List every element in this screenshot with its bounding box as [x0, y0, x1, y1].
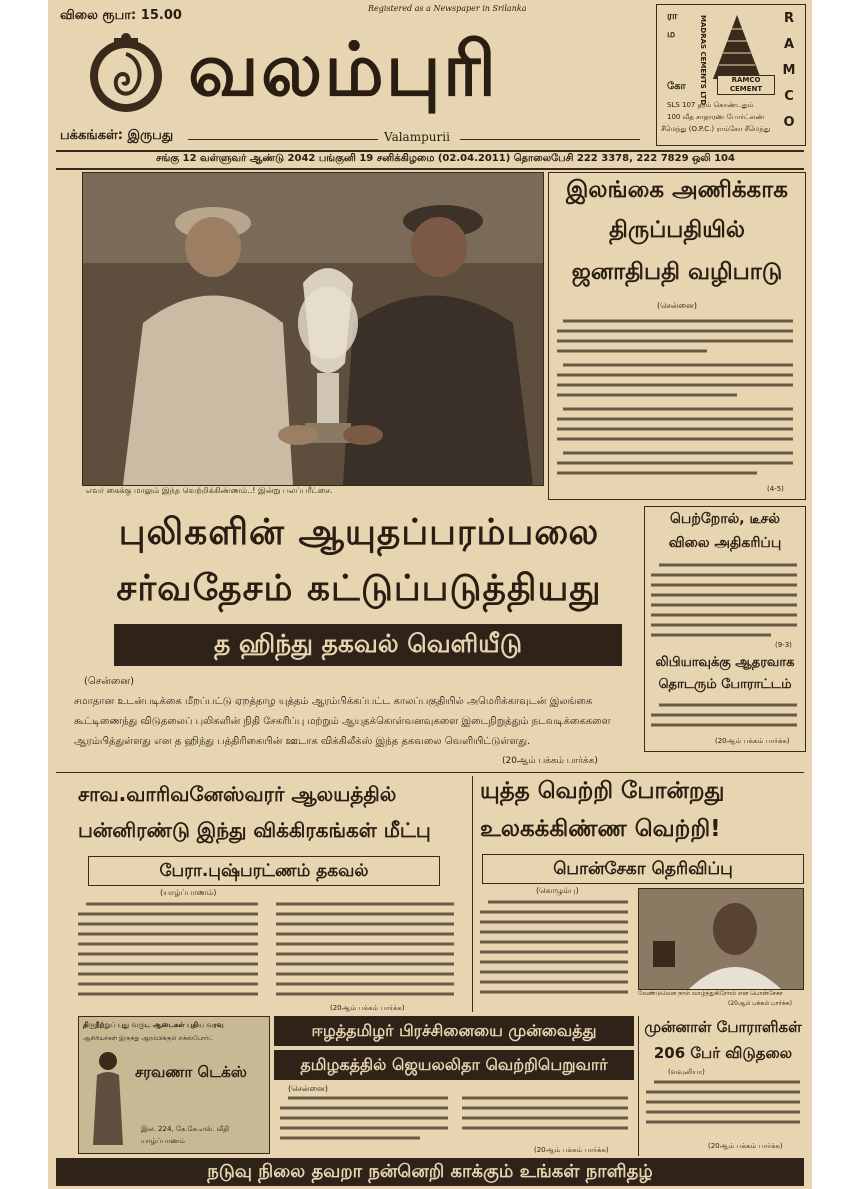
- pages-label: பக்கங்கள்: இருபது: [60, 128, 174, 143]
- temple-headline-2: பன்னிரண்டு இந்து விக்கிரகங்கள் மீட்பு: [78, 818, 431, 842]
- saravana-line-4: யாழ்ப்பாணம்: [141, 1137, 185, 1145]
- petrol-headline-1: பெற்றோல், டீசல்: [670, 511, 780, 527]
- temple-headline-1: சாவ.வாரிவனேஸ்வரர் ஆலயத்தில்: [78, 782, 397, 806]
- lead-headline-1: புலிகளின் ஆயுதப்பரம்பலை: [118, 512, 600, 553]
- world-cup-trophy-photo: [82, 172, 544, 486]
- libya-headline-2: தொடரும் போராட்டம்: [658, 677, 792, 692]
- temple-subhead: பேரா.புஷ்பரட்ணம் தகவல்: [88, 856, 440, 886]
- release-headline-1: முன்னாள் போராளிகள்: [644, 1018, 802, 1036]
- temple-body-text: [78, 900, 458, 1006]
- ramco-cement-ad: [656, 4, 806, 146]
- eelam-headline-1: ஈழத்தமிழர் பிரச்சினையை முன்வைத்து: [274, 1016, 634, 1046]
- release-source: (வவுனியா): [668, 1068, 705, 1076]
- tirupati-continued: (4-5): [767, 485, 784, 493]
- temple-jump: (20ஆம் பக்கம் பார்க்க): [330, 1004, 405, 1012]
- ad-arc-text: MADRAS CEMENTS LTD: [699, 15, 707, 106]
- saravana-line-1: திருநீற்றுப் புது வருட ஆடைகள் புதிய வரவு: [83, 1021, 224, 1029]
- temple-source: (யாழ்ப்பாணம்): [160, 888, 217, 897]
- temple-gopuram-icon: [705, 13, 769, 83]
- model-figure-icon: [85, 1049, 131, 1145]
- tirupati-headline-2: திருப்பதியில்: [609, 217, 745, 243]
- registration-note: Registered as a Newspaper in Srilanka: [368, 4, 527, 13]
- tirupati-headline-1: இலங்கை அணிக்காக: [565, 177, 788, 203]
- victory-source: (கொழும்பு): [536, 886, 579, 895]
- lead-subhead: த ஹிந்து தகவல் வெளியீடு: [114, 624, 622, 666]
- tirupati-source: (சென்னை): [657, 301, 697, 310]
- victory-headline-2: உலகக்கிண்ண வெற்றி!: [480, 816, 721, 842]
- petrol-continued: (9-3): [775, 641, 792, 649]
- release-body-text: [646, 1078, 802, 1134]
- eelam-headline-2: தமிழகத்தில் ஜெயலலிதா வெற்றிபெறுவார்: [274, 1050, 634, 1080]
- victory-subhead: பொன்சேகா தெரிவிப்பு: [482, 854, 804, 884]
- newspaper-front-page: [48, 0, 812, 1189]
- libya-body-text: [651, 701, 799, 735]
- victory-jump: (20ஆம் பக்கம் பார்க்க): [728, 1000, 792, 1007]
- dateline: சங்கு 12 வள்ளுவர் ஆண்டு 2042 பங்குனி 19 சனிக்கிழமை (02.04.2011) தொலைபேசி 222 3378, 222 7829 ஒலி 104: [156, 153, 735, 164]
- photo-caption: எவர் கைக்கு மாலும் இந்த வெற்றிக்கிண்ணம்..! இன்று பலப்பரீட்சை.: [86, 486, 333, 495]
- ad-line-1: SLS 107 தரம் கொண்டதும்: [667, 101, 754, 109]
- tirupati-headline-3: ஜனாதிபதி வழிபாடு: [571, 259, 783, 285]
- petrol-body-text: [651, 561, 799, 641]
- footer-slogan: நடுவு நிலை தவறா நன்னெறி காக்கும் உங்கள் நாளிதழ்: [56, 1158, 804, 1186]
- ad-left-letters: ரா ம கோ: [667, 11, 686, 92]
- story-petrol-libya: [644, 506, 806, 752]
- price-label: விலை ரூபா: 15.00: [60, 8, 182, 23]
- saravana-line-3: இல. 224, கே.கே.எஸ். வீதி: [141, 1125, 230, 1133]
- saravana-brand: சரவணா டெக்ஸ்: [135, 1063, 247, 1081]
- fonseka-caption: வேண்டுமென நாம் வாழ்த்துகிறோம் என பொன்சேகா: [638, 990, 783, 997]
- lead-jump: (20ஆம் பக்கம் பார்க்க): [502, 756, 598, 766]
- victory-headline-1: யுத்த வெற்றி போன்றது: [480, 778, 725, 804]
- eelam-source: (சென்னை): [288, 1084, 328, 1093]
- conch-emblem-icon: [84, 32, 168, 116]
- petrol-headline-2: விலை அதிகரிப்பு: [668, 535, 782, 551]
- libya-jump: (20ஆம் பக்கம் பார்க்க): [715, 737, 790, 745]
- masthead-title: வலம்புரி: [188, 27, 499, 113]
- saravana-line-2: ஆசிரியர்கள் இருந்து ஆரம்பிக்கும் எக்ஸ்போர்ட்: [83, 1035, 213, 1042]
- libya-headline-1: லிபியாவுக்கு ஆதரவாக: [655, 655, 795, 670]
- ramco-vertical-letters: R A M C O: [782, 11, 796, 130]
- saravana-tex-ad: [78, 1016, 270, 1154]
- fonseka-photo: [638, 888, 804, 990]
- victory-body-text: [480, 898, 630, 1004]
- lead-body: சமாதான உடன்படிக்கை மீறப்பட்டு ஏறத்தாழ யுத்தம் ஆரம்பிக்கப்பட்ட காலப்பகுதியில் அமெரிக்காவுடன் இலங்கை கூட்டிணைந்து விடுதலைப் புலிகளின் நிதி சேகரிப்பு மற்றும் ஆயுதக்கொள்வனவுகளை இடைநிறுத்தும் நடவடிக்கைகளை ஆரம்பித்துள்ளது என த ஹிந்து பத்திரிகையின் ஊடாக விக்கிலீக்ஸ் இந்த தகவலை வெளியிட்டுள்ளது.: [74, 696, 611, 747]
- ramco-brand: RAMCO CEMENT: [717, 75, 775, 95]
- eelam-jump: (20ஆம் பக்கம் பார்க்க): [534, 1146, 609, 1154]
- tirupati-body-text: [557, 315, 797, 483]
- story-tirupati: [548, 172, 806, 500]
- release-headline-2: 206 பேர் விடுதலை: [653, 1044, 793, 1062]
- lead-headline-2: சர்வதேசம் கட்டுப்படுத்தியது: [116, 568, 602, 609]
- lead-source: (சென்னை): [84, 676, 134, 687]
- ad-line-2: 100 வீத சாதாரண போர்ட்லண்: [667, 113, 765, 121]
- eelam-body-text: [280, 1094, 630, 1150]
- release-jump: (20ஆம் பக்கம் பார்க்க): [708, 1142, 783, 1150]
- ad-line-3: சீமெந்து (O.P.C.) ராம்கோ சீமெந்து: [661, 125, 771, 133]
- latin-title: Valampurii: [384, 130, 450, 144]
